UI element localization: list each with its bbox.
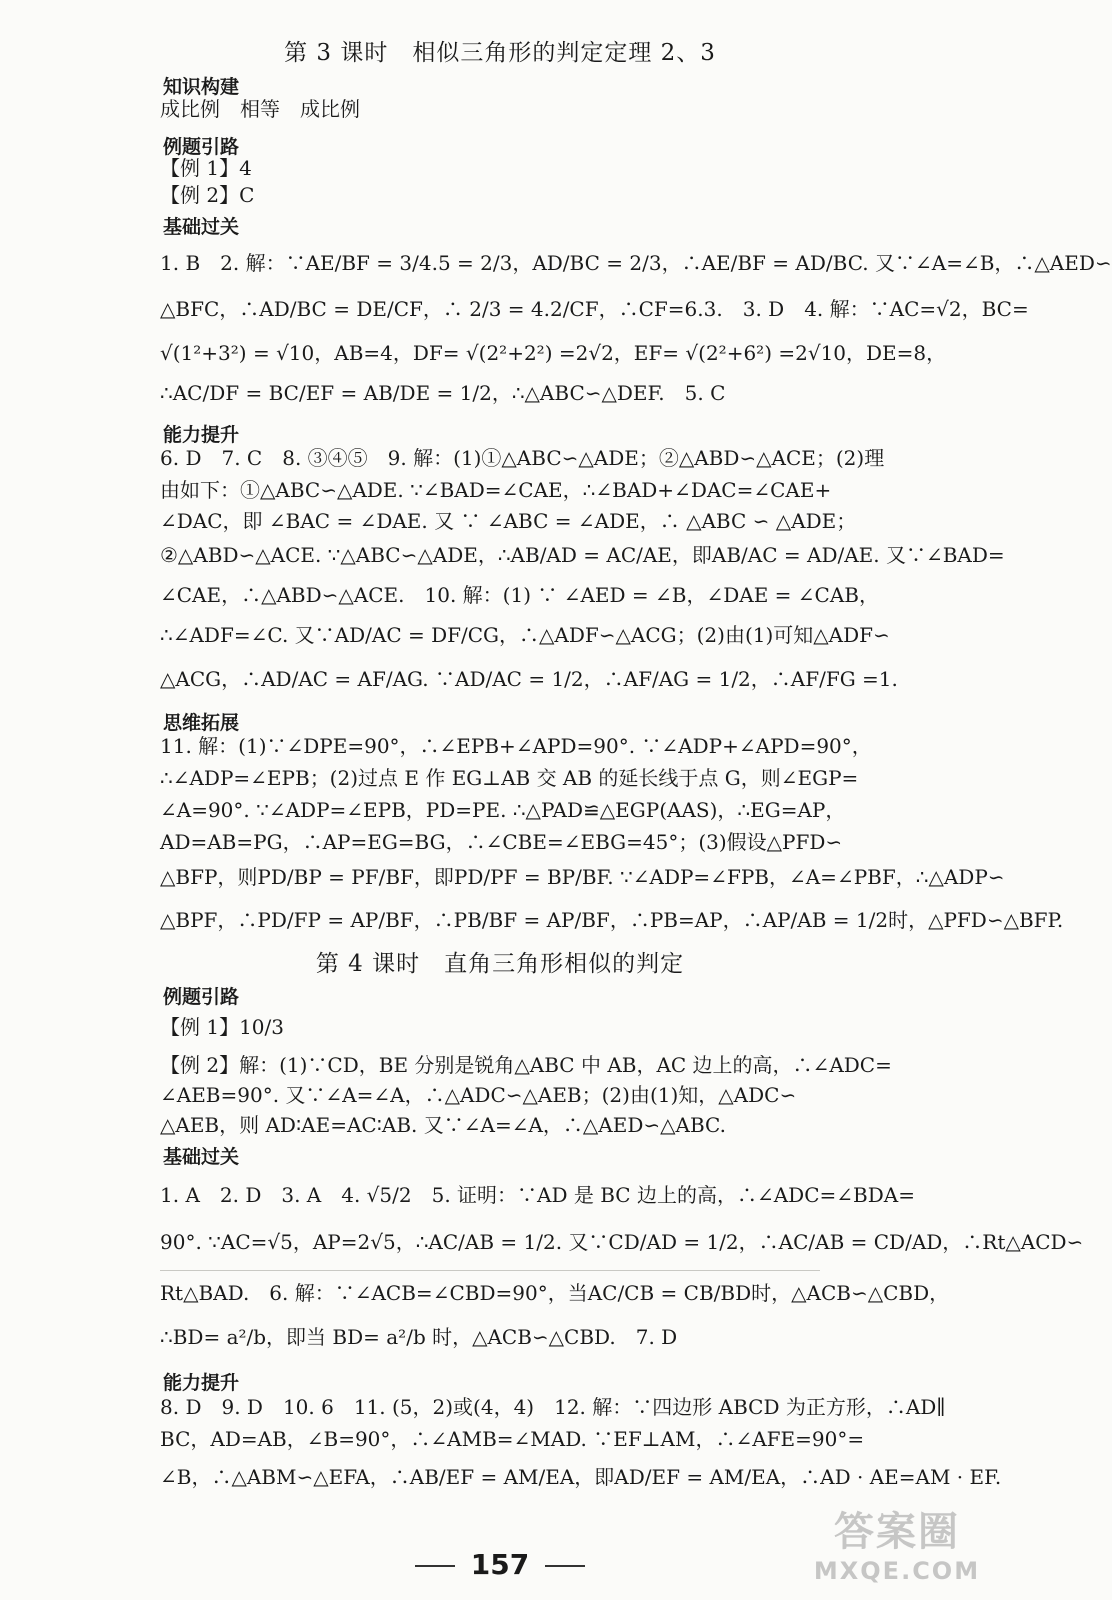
watermark-logo-text: 答案圈 <box>834 1509 960 1555</box>
thinking-line: 11. 解：(1)∵∠DPE=90°，∴∠EPB+∠APD=90°. ∵∠ADP+∠APD=90°， <box>160 734 872 758</box>
page-number-value: 157 <box>470 1548 530 1581</box>
basic-line-4: Rt△BAD. 6. 解：∵∠ACB=∠CBD=90°，当AC/CB = CB/BD时，△ACB∽△CBD， <box>160 1281 950 1305</box>
watermark-logo <box>812 1500 982 1590</box>
divider-line <box>160 1270 820 1271</box>
thinking-line: AD=AB=PG，∴AP=EG=BG，∴∠CBE=∠EBG=45°；(3)假设△PFD∽ <box>160 830 843 854</box>
heading-basic-4: 基础过关 <box>163 1146 240 1168</box>
example-2-line: 【例 2】解：(1)∵CD，BE 分别是锐角△ABC 中 AB，AC 边上的高，∴∠ADC= <box>160 1053 892 1077</box>
basic-line-4: 90°. ∵AC=√5，AP=2√5，∴AC/AB = 1/2. 又∵CD/AD = 1/2，∴AC/AB = CD/AD，∴Rt△ACD∽ <box>160 1230 1084 1254</box>
thinking-line: △BPF，∴PD/FP = AP/BF，∴PB/BF = AP/BF，∴PB=AP，∴AP/AB = 1/2时，△PFD∽△BFP. <box>160 908 1064 932</box>
ability-line: ②△ABD∽△ACE. ∵△ABC∽△ADE，∴AB/AD = AC/AE，即AB/AC = AD/AE. 又∵∠BAD= <box>160 543 1005 567</box>
ability-line: △ACG，∴AD/AC = AF/AG. ∵AD/AC = 1/2，∴AF/AG = 1/2，∴AF/FG =1. <box>160 667 898 691</box>
knowledge-answers: 成比例 相等 成比例 <box>160 97 360 121</box>
example-2-line: ∠AEB=90°. 又∵∠A=∠A，∴△ADC∽△AEB；(2)由(1)知，△ADC∽ <box>160 1083 797 1107</box>
section-title-lesson-4: 第 4 课时 直角三角形相似的判定 <box>315 951 685 977</box>
ability-line: ∠CAE，∴△ABD∽△ACE. 10. 解：(1) ∵ ∠AED = ∠B，∠DAE = ∠CAB， <box>160 583 879 607</box>
ability-line-4: BC，AD=AB，∠B=90°，∴∠AMB=∠MAD. ∵EF⊥AM，∴∠AFE=90°= <box>160 1427 865 1451</box>
ability-line-4: 8. D 9. D 10. 6 11. (5，2)或(4，4) 12. 解：∵四边形 ABCD 为正方形，∴AD∥ <box>160 1395 946 1419</box>
basic-line: 1. B 2. 解：∵AE/BF = 3/4.5 = 2/3，AD/BC = 2/3，∴AE/BF = AD/BC. 又∵∠A=∠B，∴△AED∽ <box>160 251 1112 275</box>
thinking-line: ∴∠ADP=∠EPB；(2)过点 E 作 EG⊥AB 交 AB 的延长线于点 G，则∠EGP= <box>160 766 859 790</box>
heading-examples: 例题引路 <box>163 136 240 158</box>
example-1-answer-4: 【例 1】10/3 <box>160 1015 284 1039</box>
watermark-site-text: MXQE.COM <box>813 1557 981 1585</box>
basic-line: △BFC，∴AD/BC = DE/CF，∴ 2/3 = 4.2/CF，∴CF=6.3. 3. D 4. 解：∵AC=√2，BC= <box>160 297 1029 321</box>
basic-line: √(1²+3²) = √10，AB=4，DF= √(2²+2²) =2√2，EF= √(2²+6²) =2√10，DE=8， <box>160 341 947 365</box>
example-1-answer: 【例 1】4 <box>160 156 252 180</box>
example-2-line: △AEB，则 AD∶AE=AC∶AB. 又∵∠A=∠A，∴△AED∽△ABC. <box>160 1113 726 1137</box>
basic-line: ∴AC/DF = BC/EF = AB/DE = 1/2，∴△ABC∽△DEF. 5. C <box>160 381 726 405</box>
heading-knowledge: 知识构建 <box>163 76 240 98</box>
section-title-lesson-3: 第 3 课时 相似三角形的判定定理 2、3 <box>284 40 716 66</box>
example-2-answer: 【例 2】C <box>160 183 255 207</box>
thinking-line: △BFP，则PD/BP = PF/BF，即PD/PF = BP/BF. ∵∠ADP=∠FPB，∠A=∠PBF，∴△ADP∽ <box>160 865 1005 889</box>
basic-line-4: ∴BD= a²/b，即当 BD= a²/b 时，△ACB∽△CBD. 7. D <box>160 1325 678 1349</box>
heading-thinking: 思维拓展 <box>163 712 240 734</box>
ability-line: 由如下：①△ABC∽△ADE. ∵∠BAD=∠CAE，∴∠BAD+∠DAC=∠CAE+ <box>160 478 832 502</box>
heading-ability-4: 能力提升 <box>163 1372 240 1394</box>
thinking-line: ∠A=90°. ∵∠ADP=∠EPB，PD=PE. ∴△PAD≌△EGP(AAS)，∴EG=AP， <box>160 798 846 822</box>
heading-basic: 基础过关 <box>163 216 240 238</box>
ability-line: ∴∠ADF=∠C. 又∵AD/AC = DF/CG，∴△ADF∽△ACG；(2)由(1)可知△ADF∽ <box>160 623 890 647</box>
ability-line: ∠DAC，即 ∠BAC = ∠DAE. 又 ∵ ∠ABC = ∠ADE，∴ △ABC ∽ △ADE； <box>160 509 857 533</box>
heading-examples-4: 例题引路 <box>163 986 240 1008</box>
page-number-dash-left <box>415 1565 455 1567</box>
basic-line-4: 1. A 2. D 3. A 4. √5/2 5. 证明：∵AD 是 BC 边上的高，∴∠ADC=∠BDA= <box>160 1183 915 1207</box>
ability-line-4: ∠B，∴△ABM∽△EFA，∴AB/EF = AM/EA，即AD/EF = AM/EA，∴AD · AE=AM · EF. <box>160 1465 1002 1489</box>
page-number-dash-right <box>545 1565 585 1567</box>
ability-line: 6. D 7. C 8. ③④⑤ 9. 解：(1)①△ABC∽△ADE；②△ABD∽△ACE；(2)理 <box>160 446 885 470</box>
heading-ability: 能力提升 <box>163 424 240 446</box>
